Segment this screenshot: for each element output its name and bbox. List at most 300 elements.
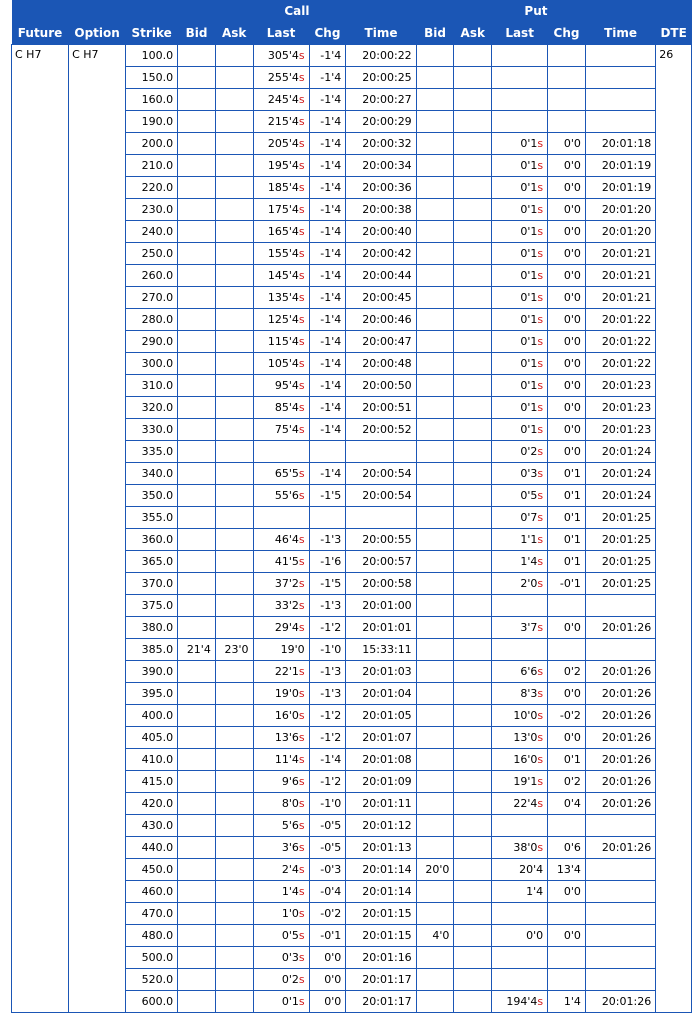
put-bid-cell[interactable] [416,771,454,793]
strike-cell[interactable]: 470.0 [126,903,178,925]
put-time-cell[interactable]: 20:01:26 [585,661,655,683]
put-ask-cell[interactable] [454,45,492,67]
call-time-cell[interactable]: 20:01:00 [346,595,416,617]
put-ask-cell[interactable] [454,837,492,859]
call-time-cell[interactable]: 20:00:51 [346,397,416,419]
call-bid-cell[interactable] [178,749,216,771]
put-last-cell[interactable] [492,815,548,837]
put-bid-cell[interactable] [416,111,454,133]
put-chg-cell[interactable]: 0'0 [548,331,586,353]
call-last-cell[interactable] [253,793,309,815]
put-time-cell[interactable]: 20:01:19 [585,155,655,177]
call-bid-cell[interactable] [178,375,216,397]
call-time-cell[interactable]: 20:01:01 [346,617,416,639]
put-last-cell[interactable] [492,903,548,925]
put-ask-cell[interactable] [454,375,492,397]
put-ask-cell[interactable] [454,881,492,903]
put-ask-cell[interactable] [454,441,492,463]
strike-cell[interactable]: 460.0 [126,881,178,903]
put-time-cell[interactable] [585,67,655,89]
strike-cell[interactable]: 270.0 [126,287,178,309]
call-last-cell[interactable] [253,133,309,155]
call-bid-cell[interactable] [178,903,216,925]
put-ask-cell[interactable] [454,925,492,947]
put-chg-cell[interactable]: 0'0 [548,925,586,947]
put-chg-cell[interactable]: 0'0 [548,265,586,287]
call-bid-cell[interactable] [178,815,216,837]
put-ask-cell[interactable] [454,89,492,111]
call-last-cell[interactable] [253,859,309,881]
strike-cell[interactable]: 260.0 [126,265,178,287]
put-chg-cell[interactable]: 0'0 [548,441,586,463]
call-chg-cell[interactable]: -1'3 [309,595,346,617]
put-ask-cell[interactable] [454,683,492,705]
put-last-cell[interactable] [492,375,548,397]
put-bid-cell[interactable] [416,529,454,551]
call-chg-cell[interactable]: -1'4 [309,463,346,485]
col-header-future[interactable]: Future [12,22,69,45]
call-bid-cell[interactable] [178,133,216,155]
put-time-cell[interactable] [585,815,655,837]
call-last-cell[interactable] [253,463,309,485]
put-last-cell[interactable] [492,617,548,639]
strike-cell[interactable]: 320.0 [126,397,178,419]
call-last-cell[interactable] [253,441,309,463]
call-time-cell[interactable]: 20:00:57 [346,551,416,573]
put-time-cell[interactable] [585,595,655,617]
put-chg-cell[interactable]: 0'0 [548,221,586,243]
call-chg-cell[interactable]: -1'4 [309,287,346,309]
put-bid-cell[interactable] [416,969,454,991]
call-chg-cell[interactable]: -1'4 [309,155,346,177]
call-chg-cell[interactable]: -1'4 [309,397,346,419]
put-last-cell[interactable] [492,419,548,441]
put-chg-cell[interactable] [548,45,586,67]
call-time-cell[interactable]: 20:00:32 [346,133,416,155]
put-ask-cell[interactable] [454,859,492,881]
put-chg-cell[interactable]: 0'0 [548,419,586,441]
put-chg-cell[interactable]: 0'2 [548,661,586,683]
put-ask-cell[interactable] [454,529,492,551]
call-bid-cell[interactable] [178,485,216,507]
put-bid-cell[interactable] [416,177,454,199]
call-last-cell[interactable] [253,749,309,771]
call-ask-cell[interactable] [215,573,253,595]
strike-cell[interactable]: 290.0 [126,331,178,353]
put-time-cell[interactable]: 20:01:26 [585,793,655,815]
put-ask-cell[interactable] [454,771,492,793]
put-ask-cell[interactable] [454,617,492,639]
put-last-cell[interactable] [492,177,548,199]
put-last-cell[interactable] [492,859,548,881]
put-bid-cell[interactable] [416,485,454,507]
call-last-cell[interactable] [253,375,309,397]
call-bid-cell[interactable] [178,353,216,375]
call-chg-cell[interactable]: -1'4 [309,67,346,89]
put-time-cell[interactable]: 20:01:26 [585,749,655,771]
call-chg-cell[interactable]: -1'2 [309,727,346,749]
call-last-cell[interactable] [253,639,309,661]
put-time-cell[interactable]: 20:01:20 [585,221,655,243]
call-chg-cell[interactable]: -0'5 [309,837,346,859]
call-bid-cell[interactable] [178,177,216,199]
call-bid-cell[interactable] [178,67,216,89]
put-last-cell[interactable] [492,133,548,155]
put-last-cell[interactable] [492,573,548,595]
put-ask-cell[interactable] [454,133,492,155]
call-last-cell[interactable] [253,595,309,617]
call-last-cell[interactable] [253,309,309,331]
put-last-cell[interactable] [492,67,548,89]
put-chg-cell[interactable] [548,67,586,89]
call-bid-cell[interactable] [178,529,216,551]
put-bid-cell[interactable] [416,705,454,727]
put-time-cell[interactable]: 20:01:26 [585,683,655,705]
put-time-cell[interactable]: 20:01:22 [585,353,655,375]
put-last-cell[interactable] [492,925,548,947]
call-chg-cell[interactable]: -1'4 [309,419,346,441]
call-chg-cell[interactable]: -1'3 [309,529,346,551]
call-chg-cell[interactable]: -1'4 [309,221,346,243]
put-ask-cell[interactable] [454,551,492,573]
call-ask-cell[interactable] [215,463,253,485]
put-chg-cell[interactable]: 0'1 [548,485,586,507]
put-time-cell[interactable]: 20:01:25 [585,551,655,573]
put-time-cell[interactable] [585,925,655,947]
put-chg-cell[interactable]: 0'0 [548,133,586,155]
col-header-put-bid[interactable]: Bid [416,22,454,45]
put-last-cell[interactable] [492,485,548,507]
call-time-cell[interactable]: 20:00:47 [346,331,416,353]
call-bid-cell[interactable] [178,463,216,485]
put-bid-cell[interactable] [416,199,454,221]
call-ask-cell[interactable] [215,837,253,859]
call-time-cell[interactable]: 20:01:13 [346,837,416,859]
put-last-cell[interactable] [492,441,548,463]
call-time-cell[interactable]: 20:00:54 [346,463,416,485]
call-last-cell[interactable] [253,67,309,89]
call-ask-cell[interactable] [215,199,253,221]
call-last-cell[interactable] [253,111,309,133]
call-last-cell[interactable] [253,969,309,991]
put-ask-cell[interactable] [454,463,492,485]
call-last-cell[interactable] [253,265,309,287]
put-last-cell[interactable] [492,749,548,771]
col-header-call-ask[interactable]: Ask [215,22,253,45]
call-last-cell[interactable] [253,177,309,199]
put-chg-cell[interactable]: 0'0 [548,177,586,199]
put-time-cell[interactable]: 20:01:25 [585,573,655,595]
put-bid-cell[interactable] [416,397,454,419]
put-ask-cell[interactable] [454,177,492,199]
call-chg-cell[interactable]: -1'4 [309,309,346,331]
put-last-cell[interactable] [492,45,548,67]
put-time-cell[interactable] [585,45,655,67]
call-time-cell[interactable]: 20:00:22 [346,45,416,67]
put-bid-cell[interactable] [416,727,454,749]
put-bid-cell[interactable] [416,221,454,243]
call-bid-cell[interactable] [178,397,216,419]
put-ask-cell[interactable] [454,199,492,221]
call-time-cell[interactable]: 20:00:55 [346,529,416,551]
put-last-cell[interactable] [492,705,548,727]
strike-cell[interactable]: 410.0 [126,749,178,771]
call-time-cell[interactable]: 20:01:15 [346,925,416,947]
call-ask-cell[interactable] [215,991,253,1013]
put-ask-cell[interactable] [454,221,492,243]
strike-cell[interactable]: 375.0 [126,595,178,617]
put-last-cell[interactable] [492,639,548,661]
strike-cell[interactable]: 250.0 [126,243,178,265]
put-bid-cell[interactable] [416,67,454,89]
call-last-cell[interactable] [253,551,309,573]
call-last-cell[interactable] [253,155,309,177]
call-chg-cell[interactable] [309,507,346,529]
put-time-cell[interactable]: 20:01:22 [585,309,655,331]
put-time-cell[interactable] [585,881,655,903]
call-ask-cell[interactable] [215,617,253,639]
put-bid-cell[interactable] [416,903,454,925]
call-chg-cell[interactable]: -1'4 [309,45,346,67]
put-chg-cell[interactable]: 0'1 [548,529,586,551]
call-time-cell[interactable]: 20:00:52 [346,419,416,441]
call-bid-cell[interactable] [178,727,216,749]
put-ask-cell[interactable] [454,287,492,309]
put-last-cell[interactable] [492,771,548,793]
call-time-cell[interactable]: 20:00:27 [346,89,416,111]
call-ask-cell[interactable] [215,441,253,463]
call-ask-cell[interactable] [215,551,253,573]
call-last-cell[interactable] [253,705,309,727]
put-bid-cell[interactable] [416,573,454,595]
put-last-cell[interactable] [492,353,548,375]
call-ask-cell[interactable] [215,595,253,617]
put-last-cell[interactable] [492,595,548,617]
call-time-cell[interactable]: 20:00:54 [346,485,416,507]
put-chg-cell[interactable]: 0'0 [548,243,586,265]
put-chg-cell[interactable]: 0'4 [548,793,586,815]
call-ask-cell[interactable] [215,353,253,375]
col-header-put-chg[interactable]: Chg [548,22,586,45]
call-chg-cell[interactable]: -1'4 [309,243,346,265]
call-time-cell[interactable]: 20:01:07 [346,727,416,749]
put-ask-cell[interactable] [454,507,492,529]
call-ask-cell[interactable] [215,177,253,199]
call-chg-cell[interactable]: -1'2 [309,771,346,793]
put-time-cell[interactable]: 20:01:20 [585,199,655,221]
put-chg-cell[interactable]: 0'0 [548,353,586,375]
put-time-cell[interactable] [585,903,655,925]
put-bid-cell[interactable] [416,683,454,705]
strike-cell[interactable]: 480.0 [126,925,178,947]
strike-cell[interactable]: 330.0 [126,419,178,441]
put-bid-cell[interactable] [416,749,454,771]
call-ask-cell[interactable] [215,815,253,837]
put-last-cell[interactable] [492,683,548,705]
put-bid-cell[interactable] [416,155,454,177]
call-time-cell[interactable]: 20:01:09 [346,771,416,793]
put-last-cell[interactable] [492,331,548,353]
call-ask-cell[interactable] [215,881,253,903]
put-chg-cell[interactable]: 0'0 [548,617,586,639]
call-time-cell[interactable]: 20:01:03 [346,661,416,683]
call-time-cell[interactable]: 20:01:17 [346,969,416,991]
call-ask-cell[interactable] [215,265,253,287]
call-time-cell[interactable] [346,441,416,463]
put-ask-cell[interactable] [454,243,492,265]
put-time-cell[interactable]: 20:01:26 [585,837,655,859]
call-time-cell[interactable]: 20:01:14 [346,859,416,881]
put-last-cell[interactable] [492,397,548,419]
put-chg-cell[interactable]: 0'2 [548,771,586,793]
put-last-cell[interactable] [492,529,548,551]
put-ask-cell[interactable] [454,947,492,969]
put-ask-cell[interactable] [454,815,492,837]
call-chg-cell[interactable]: 0'0 [309,991,346,1013]
put-chg-cell[interactable]: 0'1 [548,749,586,771]
call-time-cell[interactable]: 20:00:48 [346,353,416,375]
put-chg-cell[interactable] [548,947,586,969]
put-chg-cell[interactable] [548,639,586,661]
put-chg-cell[interactable] [548,595,586,617]
call-chg-cell[interactable]: -0'1 [309,925,346,947]
call-bid-cell[interactable] [178,859,216,881]
put-ask-cell[interactable] [454,749,492,771]
call-chg-cell[interactable]: -1'6 [309,551,346,573]
call-bid-cell[interactable] [178,551,216,573]
put-ask-cell[interactable] [454,991,492,1013]
put-chg-cell[interactable]: 0'0 [548,287,586,309]
call-chg-cell[interactable]: -1'4 [309,133,346,155]
put-bid-cell[interactable] [416,947,454,969]
put-bid-cell[interactable] [416,661,454,683]
call-chg-cell[interactable]: -1'4 [309,749,346,771]
put-time-cell[interactable]: 20:01:19 [585,177,655,199]
put-ask-cell[interactable] [454,331,492,353]
call-chg-cell[interactable]: 0'0 [309,947,346,969]
call-time-cell[interactable]: 20:01:12 [346,815,416,837]
put-chg-cell[interactable] [548,89,586,111]
put-bid-cell[interactable] [416,243,454,265]
strike-cell[interactable]: 160.0 [126,89,178,111]
call-bid-cell[interactable] [178,881,216,903]
put-time-cell[interactable]: 20:01:26 [585,991,655,1013]
put-last-cell[interactable] [492,947,548,969]
call-time-cell[interactable]: 20:01:05 [346,705,416,727]
put-last-cell[interactable] [492,463,548,485]
call-chg-cell[interactable]: -1'5 [309,573,346,595]
call-bid-cell[interactable] [178,419,216,441]
put-chg-cell[interactable]: 0'0 [548,881,586,903]
put-ask-cell[interactable] [454,595,492,617]
call-time-cell[interactable]: 20:00:58 [346,573,416,595]
call-ask-cell[interactable] [215,529,253,551]
put-time-cell[interactable]: 20:01:24 [585,463,655,485]
call-chg-cell[interactable]: 0'0 [309,969,346,991]
put-last-cell[interactable] [492,969,548,991]
put-time-cell[interactable]: 20:01:26 [585,771,655,793]
strike-cell[interactable]: 520.0 [126,969,178,991]
call-last-cell[interactable] [253,925,309,947]
call-time-cell[interactable]: 20:00:50 [346,375,416,397]
put-chg-cell[interactable] [548,111,586,133]
put-last-cell[interactable] [492,507,548,529]
put-time-cell[interactable]: 20:01:25 [585,507,655,529]
call-bid-cell[interactable] [178,595,216,617]
call-bid-cell[interactable] [178,309,216,331]
call-ask-cell[interactable] [215,749,253,771]
put-bid-cell[interactable] [416,617,454,639]
call-last-cell[interactable] [253,45,309,67]
put-chg-cell[interactable]: 0'1 [548,507,586,529]
call-bid-cell[interactable] [178,221,216,243]
call-last-cell[interactable] [253,947,309,969]
col-header-put-last[interactable]: Last [492,22,548,45]
put-bid-cell[interactable] [416,991,454,1013]
put-time-cell[interactable] [585,89,655,111]
call-time-cell[interactable]: 20:00:36 [346,177,416,199]
call-time-cell[interactable]: 20:01:04 [346,683,416,705]
put-time-cell[interactable]: 20:01:25 [585,529,655,551]
strike-cell[interactable]: 360.0 [126,529,178,551]
call-chg-cell[interactable]: -1'4 [309,111,346,133]
put-bid-cell[interactable] [416,309,454,331]
put-ask-cell[interactable] [454,111,492,133]
call-ask-cell[interactable] [215,903,253,925]
put-time-cell[interactable]: 20:01:23 [585,375,655,397]
call-ask-cell[interactable] [215,793,253,815]
call-bid-cell[interactable] [178,705,216,727]
put-bid-cell[interactable] [416,287,454,309]
call-last-cell[interactable] [253,331,309,353]
call-ask-cell[interactable] [215,419,253,441]
put-time-cell[interactable]: 20:01:21 [585,243,655,265]
call-ask-cell[interactable] [215,705,253,727]
call-last-cell[interactable] [253,353,309,375]
put-bid-cell[interactable] [416,595,454,617]
dte-cell[interactable]: 26 [656,45,692,1013]
strike-cell[interactable]: 440.0 [126,837,178,859]
call-time-cell[interactable]: 20:01:15 [346,903,416,925]
strike-cell[interactable]: 380.0 [126,617,178,639]
put-bid-cell[interactable] [416,331,454,353]
call-ask-cell[interactable]: 23'0 [215,639,253,661]
call-last-cell[interactable] [253,815,309,837]
call-bid-cell[interactable] [178,617,216,639]
call-ask-cell[interactable] [215,155,253,177]
put-ask-cell[interactable] [454,969,492,991]
put-last-cell[interactable] [492,199,548,221]
call-chg-cell[interactable]: -1'3 [309,683,346,705]
put-last-cell[interactable] [492,551,548,573]
strike-cell[interactable]: 300.0 [126,353,178,375]
table-row[interactable] [12,45,692,67]
call-last-cell[interactable] [253,727,309,749]
call-ask-cell[interactable] [215,67,253,89]
strike-cell[interactable]: 190.0 [126,111,178,133]
call-ask-cell[interactable] [215,287,253,309]
call-ask-cell[interactable] [215,925,253,947]
put-chg-cell[interactable] [548,903,586,925]
put-last-cell[interactable] [492,221,548,243]
put-time-cell[interactable]: 20:01:23 [585,419,655,441]
put-bid-cell[interactable] [416,639,454,661]
put-chg-cell[interactable] [548,969,586,991]
strike-cell[interactable]: 385.0 [126,639,178,661]
put-bid-cell[interactable] [416,89,454,111]
call-ask-cell[interactable] [215,507,253,529]
strike-cell[interactable]: 200.0 [126,133,178,155]
